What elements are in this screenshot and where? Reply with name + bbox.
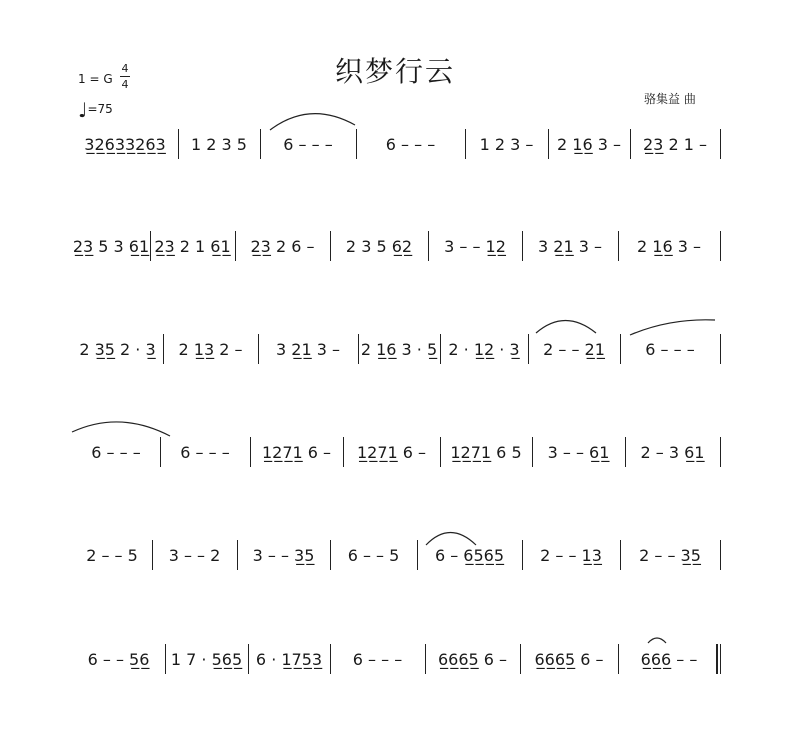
measure: 6 – – –: [283, 134, 333, 154]
quarter-note-icon: ♩: [78, 98, 88, 122]
measure: 6 – – –: [180, 442, 230, 462]
barline: [618, 231, 619, 261]
measure: 1 2 3 –: [479, 134, 534, 154]
measure: 2 1̲6̲ 3 –: [557, 134, 621, 154]
barline: [522, 231, 523, 261]
barline: [330, 644, 331, 674]
composer-credit: 骆集益 曲: [644, 92, 696, 106]
barline: [358, 334, 359, 364]
barline: [250, 437, 251, 467]
slur-arc: [270, 114, 355, 130]
tempo-marking: [78, 98, 113, 122]
measure: 6 – – 5: [347, 545, 400, 565]
measure: 6 – 6̲5̲6̲5̲: [434, 545, 505, 565]
key-signature: 1 = G: [78, 72, 113, 86]
measure: 6 – – –: [385, 134, 436, 154]
measure: 1 2 3 5: [191, 134, 247, 154]
barline: [417, 540, 418, 570]
measure: 2̲3̲ 2 6 –: [250, 236, 315, 256]
slur-arc: [648, 638, 666, 643]
barline: [522, 540, 523, 570]
barline: [630, 129, 631, 159]
measure: 2 – – 2̲1̲: [543, 339, 605, 359]
barline: [152, 540, 153, 570]
measure: 1̲2̲7̲1̲ 6 –: [356, 442, 427, 462]
song-title: 织梦行云: [334, 55, 455, 88]
barline: [618, 644, 619, 674]
measure: 2 1̲6̲ 3 –: [637, 236, 701, 256]
barline: [720, 437, 721, 467]
barline: [720, 231, 721, 261]
barline: [720, 540, 721, 570]
measure: 3̲2̲6̲3̲3̲2̲6̲3̲: [84, 134, 166, 154]
barline: [625, 437, 626, 467]
measure: 2 – – 5: [86, 545, 138, 565]
barline: [237, 540, 238, 570]
barline: [425, 644, 426, 674]
barline: [163, 334, 164, 364]
measure: 6 – – 5̲6̲: [87, 649, 150, 669]
measure: 3 – – 6̲1̲: [547, 442, 610, 462]
barline: [165, 644, 166, 674]
meter-line: [120, 76, 130, 77]
measure: 3 2̲1̲ 3 –: [538, 236, 602, 256]
barline: [356, 129, 357, 159]
measure: 6 – – –: [645, 339, 695, 359]
measure: 2 1̲6̲ 3 · 5̲: [360, 339, 438, 359]
measure: 2̲3̲ 2 1 6̲1̲: [154, 236, 231, 256]
barline: [528, 334, 529, 364]
slur-arc: [536, 321, 596, 334]
measure: 3 – – 2: [168, 545, 221, 565]
barline: [178, 129, 179, 159]
measure: 3 2̲1̲ 3 –: [276, 339, 340, 359]
tempo-value: =75: [87, 102, 113, 116]
final-barline: [716, 644, 718, 674]
slur-arc: [630, 320, 715, 335]
barline: [440, 334, 441, 364]
measure: 6 · 1̲7̲5̲3̲: [255, 649, 323, 669]
meter-bottom: 4: [121, 78, 129, 91]
measure: 6 – – –: [91, 442, 141, 462]
measure: 2 – 3 6̲1̲: [640, 442, 705, 462]
meter-top: 4: [121, 62, 129, 75]
barline: [620, 334, 621, 364]
barline: [258, 334, 259, 364]
measure: 6̲6̲6̲5̲ 6 –: [534, 649, 604, 669]
barline: [440, 437, 441, 467]
measure: 2 3̲5̲ 2 · 3̲: [79, 339, 156, 359]
barline: [343, 437, 344, 467]
barline: [548, 129, 549, 159]
barline: [248, 644, 249, 674]
barline: [520, 644, 521, 674]
measure: 1̲2̲7̲1̲ 6 –: [261, 442, 332, 462]
measure: 2̲3̲ 2 1 –: [643, 134, 707, 154]
barline: [235, 231, 236, 261]
measure: 1̲2̲7̲1̲ 6 5: [450, 442, 522, 462]
measure: 6 – – –: [352, 649, 403, 669]
measure: 2 – – 3̲5̲: [639, 545, 701, 565]
barline: [260, 129, 261, 159]
measure: 6̲6̲6̲ – –: [640, 649, 698, 669]
slur-arc: [72, 422, 170, 436]
measure: 3 – – 1̲2̲: [444, 236, 506, 256]
barline: [330, 231, 331, 261]
barline: [532, 437, 533, 467]
measure: 2 3 5 6̲2̲: [345, 236, 413, 256]
barline: [720, 129, 721, 159]
time-signature: [118, 62, 132, 91]
measure: 1 7 · 5̲6̲5̲: [170, 649, 243, 669]
measure: 2 – – 1̲3̲: [540, 545, 602, 565]
barline: [160, 437, 161, 467]
barline: [330, 540, 331, 570]
barline: [620, 540, 621, 570]
barline: [428, 231, 429, 261]
measure: 2 1̲3̲ 2 –: [178, 339, 243, 359]
measure: 3 – – 3̲5̲: [252, 545, 315, 565]
measure: 2 · 1̲2̲ · 3̲: [448, 339, 520, 359]
barline: [465, 129, 466, 159]
barline: [720, 334, 721, 364]
barline: [150, 231, 151, 261]
barline: [720, 644, 721, 674]
measure: 6̲6̲6̲5̲ 6 –: [437, 649, 508, 669]
measure: 2̲3̲ 5 3 6̲1̲: [72, 236, 150, 256]
